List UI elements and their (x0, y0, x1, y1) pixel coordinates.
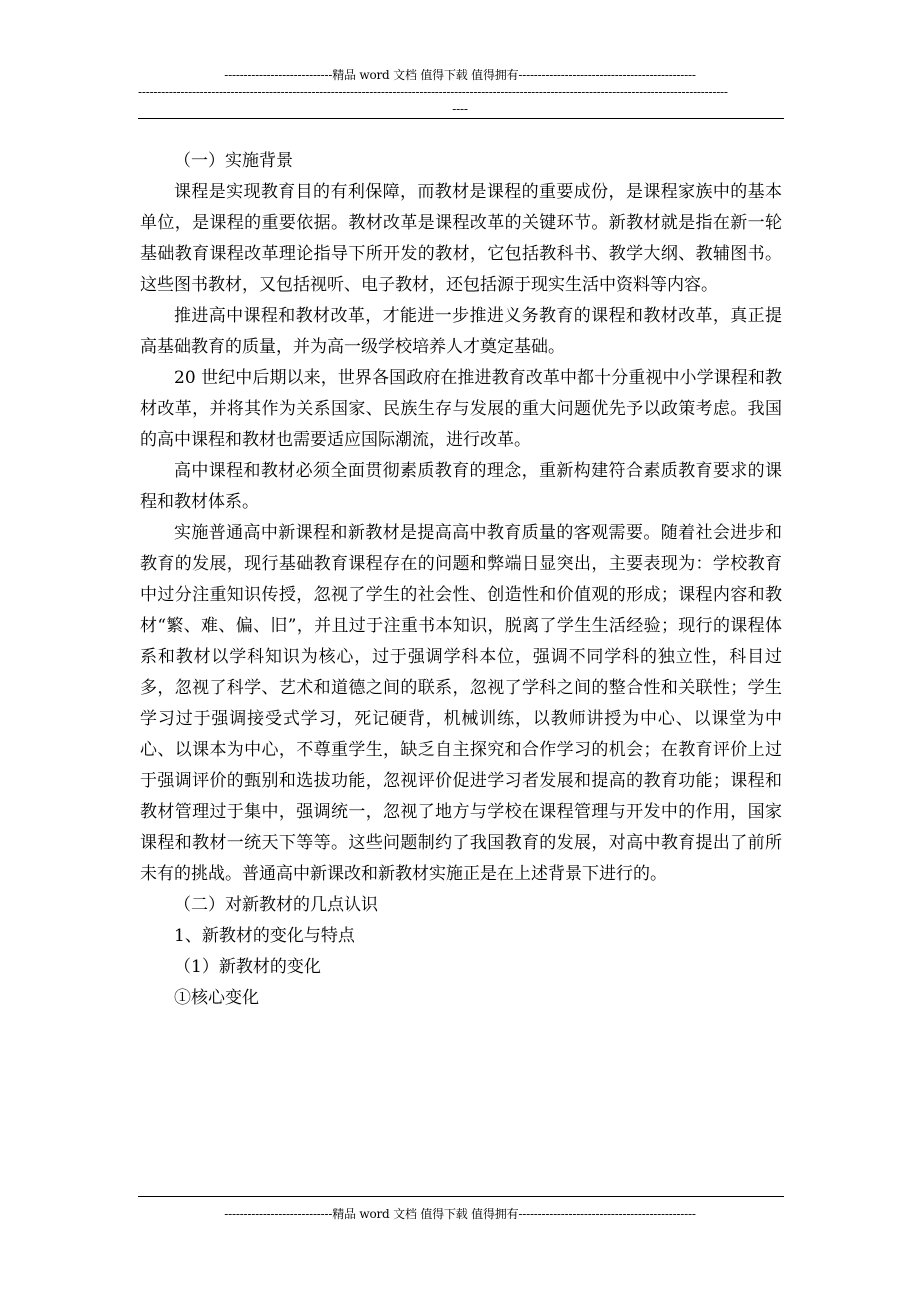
header-dash-tail: ---- (452, 102, 468, 116)
list-item-heading: ①核心变化 (174, 988, 259, 1008)
section-heading-understanding: （二）对新教材的几点认识 (174, 895, 378, 915)
paragraph: 课程是实现教育目的有利保障，而教材是课程的重要成份，是课程家族中的基本单位，是课程的重要依据。教材改革是课程改革的关键环节。新教材就是指在新一轮基础教育课程改革理论指导下所开发的教材，它包括教科书、教学大纲、教辅图书。这些图书教材，又包括视听、电子教材，还包括源于现实生活中资料等内容。 (140, 182, 782, 295)
header-banner: ----------------------------精品 word 文档 值得下载 值得拥有---------------------------------------------- (224, 68, 696, 82)
paragraph: 推进高中课程和教材改革，才能进一步推进义务教育的课程和教材改革，真正提高基础教育的质量，并为高一级学校培养人才奠定基础。 (140, 306, 782, 357)
paragraph: 实施普通高中新课程和新教材是提高高中教育质量的客观需要。随着社会进步和教育的发展，现行基础教育课程存在的问题和弊端日显突出，主要表现为：学校教育中过分注重知识传授，忽视了学生的社会性、创造性和价值观的形成；课程内容和教材“繁、难、偏、旧”，并且过于注重书本知识，脱离了学生生活经验；现行的课程体系和教材以学科知识为核心，过于强调学科本位，强调不同学科的独立性，科目过多，忽视了科学、艺术和道德之间的联系，忽视了学科之间的整合性和关联性；学生学习过于强调接受式学习，死记硬背，机械训练，以教师讲授为中心、以课堂为中心、以课本为中心，不尊重学生，缺乏自主探究和合作学习的机会；在教育评价上过于强调评价的甄别和选拔功能，忽视评价促进学习者发展和提高的教育功能；课程和教材管理过于集中，强调统一，忽视了地方与学校在课程管理与开发中的作用，国家课程和教材一统天下等等。这些问题制约了我国教育的发展，对高中教育提出了前所未有的挑战。普通高中新课改和新教材实施正是在上述背景下进行的。 (140, 523, 782, 884)
subsection-heading: 1、新教材的变化与特点 (174, 926, 355, 946)
paragraph: 20 世纪中后期以来，世界各国政府在推进教育改革中都十分重视中小学课程和教材改革，并将其作为关系国家、民族生存与发展的重大问题优先予以政策考虑。我国的高中课程和教材也需要适应国际潮流，进行改革。 (140, 368, 782, 450)
header-dash-line: --------------------------------------------------------------------------------------------------------------------------------------------------------- (138, 85, 728, 99)
section-heading-background: （一）实施背景 (174, 151, 293, 171)
header-rule (138, 118, 784, 119)
footer-banner: ----------------------------精品 word 文档 值得下载 值得拥有---------------------------------------------- (224, 1207, 696, 1221)
paragraph: 高中课程和教材必须全面贯彻素质教育的理念，重新构建符合素质教育要求的课程和教材体系。 (140, 461, 782, 512)
footer-rule (138, 1196, 784, 1197)
subsubsection-heading: （1）新教材的变化 (174, 957, 321, 977)
document-body (140, 146, 782, 1014)
